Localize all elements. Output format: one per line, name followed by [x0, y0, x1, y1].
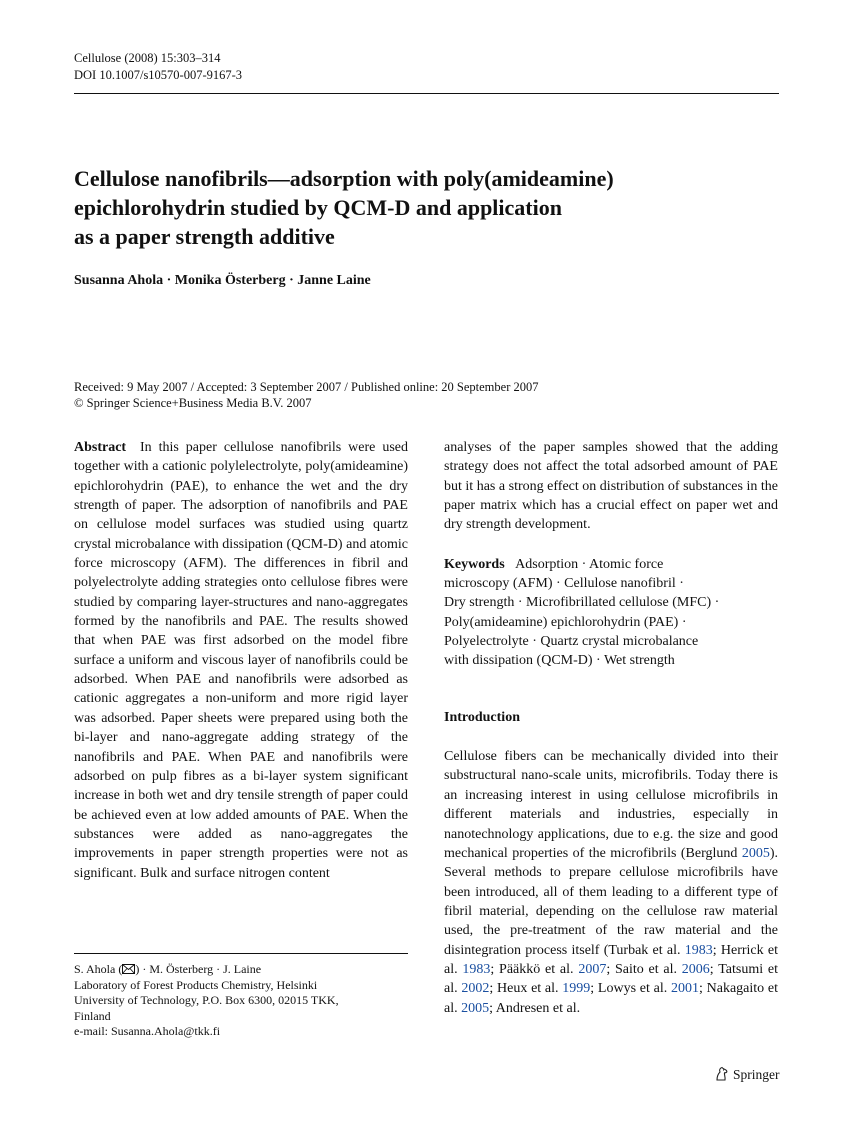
publication-history: [74, 379, 539, 411]
citation-link[interactable]: 2001: [670, 981, 699, 997]
citation-link[interactable]: 1983: [684, 942, 713, 958]
envelope-icon[interactable]: [122, 964, 135, 974]
abstract-text: In this paper cellulose nanofibrils were used together with a cationic polylelectrolyte, poly(amideamine) epichlorohydrin (PAE), to enhance the wet and the dry strength of paper. The adsorption of nanofibrils and PAE on cellulose model surfaces was studied using quartz crystal microbalance with dissipation (QCM-D) and atomic force microscopy (AFM). The differences in fibril and polyelectrolyte adding strategies onto cellulose fibres were studied by comparing layer-structures and nano-aggregates formed by the nanofibrils and PAE. The results showed that when PAE was first adsorbed on the model fibre surface a uniform and viscous layer of nanofibrils could be adsorbed. When PAE and nanofibrils were adsorbed as cationic aggregates a non-uniform and more rigid layer was adsorbed. Paper sheets were prepared using both the bi-layer and nano-aggregate adding strategy of the nanofibrils and PAE. When PAE and nanofibrils were adsorbed on pulp fibres as a bi-layer system significant increase in both wet and dry tensile strength of paper could be achieved even at low added amounts of PAE. When the substances were added as nano-aggregates the improvements in paper strength properties were not as significant. Bulk and surface nitrogen content: [74, 440, 408, 881]
intro-text: ; Tatsumi et al.: [444, 961, 778, 997]
copyright: © Springer Science+Business Media B.V. 2007: [74, 396, 312, 410]
citation-link[interactable]: 2006: [681, 961, 710, 977]
title-line: Cellulose nanofibrils—adsorption with poly(amideamine): [74, 166, 614, 191]
affiliation-text: ) · M. Österberg · J. Laine: [135, 962, 262, 976]
right-column: [444, 438, 778, 1018]
intro-text: ; Pääkkö et al.: [490, 961, 579, 977]
received-dates: Received: 9 May 2007 / Accepted: 3 September 2007 / Published online: 20 September 2007: [74, 380, 539, 394]
intro-text: Cellulose fibers can be mechanically divided into their substructural nano-scale units, microfibrils. Today there is an increasing interest in using cellulose microfibrils in different materials and industries, especially in nanotechnology applications, due to e.g. the size and good mechanical properties of the microfibrils (Berglund: [444, 749, 778, 861]
publisher-name: Springer: [733, 1067, 780, 1082]
keywords-label: Keywords: [444, 556, 505, 572]
intro-text: ; Heux et al.: [489, 981, 563, 997]
citation-link[interactable]: 2002: [461, 981, 490, 997]
keywords-line: Polyelectrolyte · Quartz crystal microbalance: [444, 634, 699, 650]
abstract: [74, 438, 408, 883]
intro-text: ; Nakagaito et al.: [444, 981, 779, 1016]
paper-title: [74, 164, 779, 251]
publisher-logo: [714, 1066, 780, 1083]
citation-link[interactable]: 1999: [562, 981, 591, 997]
introduction-text: [444, 747, 778, 1018]
keywords-line: Adsorption · Atomic force: [515, 556, 664, 572]
intro-text: ; Herrick et al.: [444, 942, 778, 977]
intro-text: ; Lowys et al.: [590, 981, 671, 997]
abstract-label: Abstract: [74, 440, 127, 455]
affiliation-lab: Laboratory of Forest Products Chemistry, Helsinki: [74, 977, 318, 992]
intro-text: ). Several methods to prepare cellulose microfibrils have been introduced, all of them leading to a different type of fibril material, depending on the cellulose raw material used, the pre-treatment of the raw material and the disintegration process itself (Turbak et al.: [444, 845, 778, 958]
header-rule: [74, 93, 779, 94]
title-line: epichlorohydrin studied by QCM-D and application: [74, 195, 562, 220]
journal-citation: Cellulose (2008) 15:303–314: [74, 51, 221, 65]
citation-link[interactable]: 2005: [741, 845, 770, 861]
intro-text: ; Saito et al.: [606, 961, 682, 977]
title-line: as a paper strength additive: [74, 224, 335, 249]
author-list: Susanna Ahola · Monika Österberg · Janne Laine: [74, 273, 371, 288]
author-affiliation: [74, 962, 414, 1040]
keywords-line: Poly(amideamine) epichlorohydrin (PAE) ·: [444, 614, 687, 630]
keywords-line: Dry strength · Microfibrillated cellulose (MFC) ·: [444, 595, 720, 611]
section-heading-introduction: Introduction: [444, 709, 520, 725]
journal-header: [74, 50, 242, 84]
keywords-line: microscopy (AFM) · Cellulose nanofibril ·: [444, 576, 684, 592]
citation-link[interactable]: 1983: [462, 961, 491, 977]
affiliation-text: S. Ahola (: [74, 962, 123, 976]
affiliation-university: University of Technology, P.O. Box 6300, 02015 TKK,: [74, 993, 339, 1008]
citation-link[interactable]: 2007: [578, 961, 607, 977]
left-column: [74, 438, 408, 883]
springer-horse-icon: [714, 1066, 730, 1082]
abstract-continued: analyses of the paper samples showed that the adding strategy does not affect the total adsorbed amount of PAE but it has a strong effect on distribution of substances in the paper matrix which has a crucial effect on paper wet and dry strength development.: [444, 440, 778, 533]
citation-link[interactable]: 2005: [461, 1000, 490, 1016]
footnote-rule: [74, 953, 408, 954]
keywords: [444, 555, 778, 671]
keywords-line: with dissipation (QCM-D) · Wet strength: [444, 653, 675, 669]
doi-link[interactable]: DOI 10.1007/s10570-007-9167-3: [74, 68, 243, 82]
affiliation-authors: [74, 962, 414, 978]
affiliation-country: Finland: [74, 1008, 111, 1023]
author-email[interactable]: e-mail: Susanna.Ahola@tkk.fi: [74, 1024, 221, 1039]
intro-text: ; Andresen et al.: [489, 1000, 581, 1016]
